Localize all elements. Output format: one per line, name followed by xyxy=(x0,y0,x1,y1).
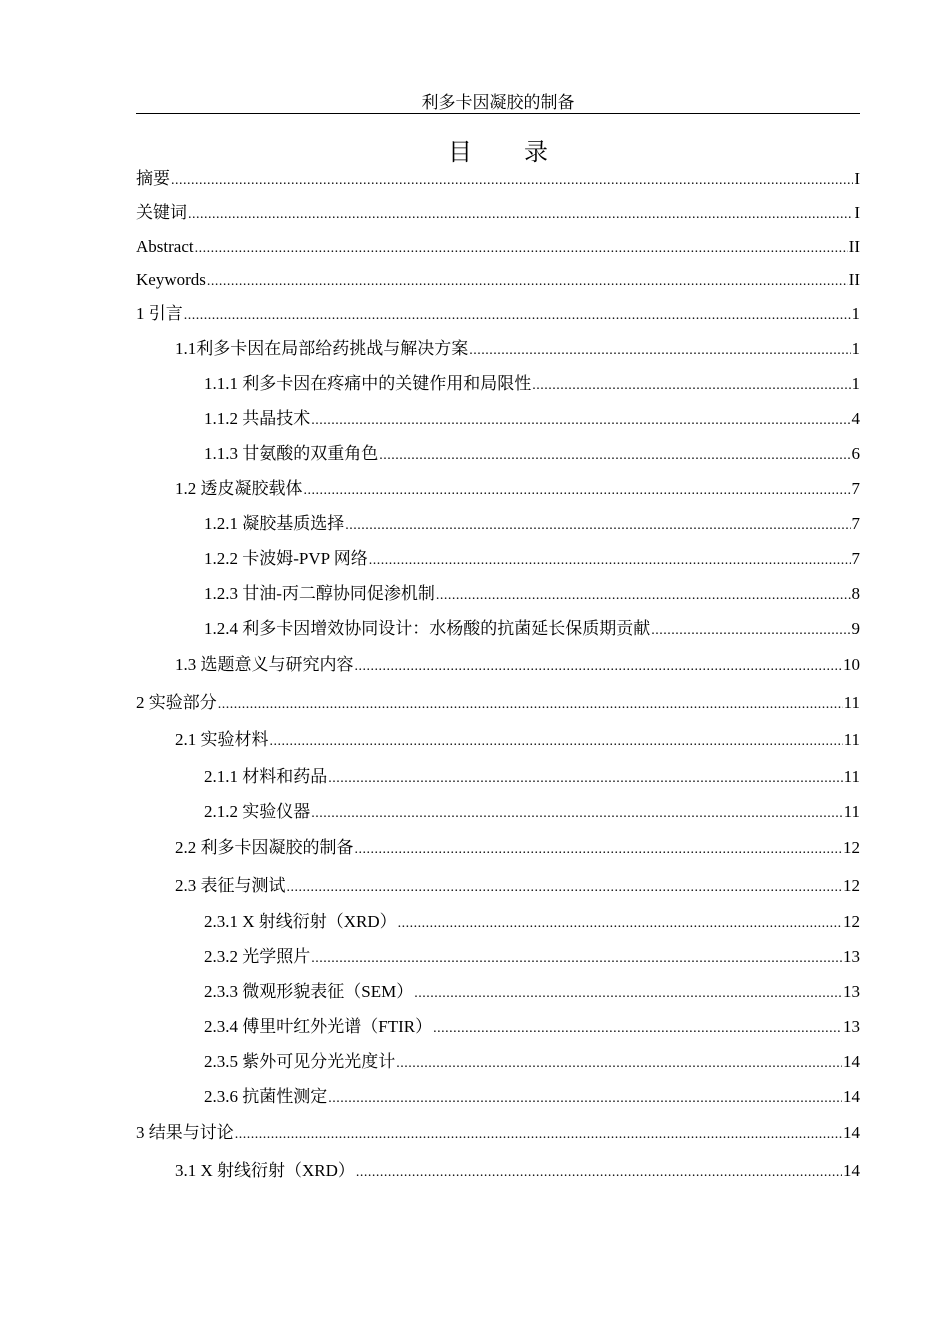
toc-entry-page: 1 xyxy=(851,374,860,393)
toc-entry-page: I xyxy=(854,169,860,188)
toc-dot-leader xyxy=(379,445,850,467)
toc-dot-leader xyxy=(345,515,850,537)
toc-dot-leader xyxy=(355,656,843,678)
toc-dot-leader xyxy=(311,948,842,970)
toc-entry-page: 11 xyxy=(843,802,860,821)
toc-entry-label: 2.3 表征与测试 xyxy=(175,876,286,895)
toc-entry[interactable] xyxy=(136,269,860,291)
toc-entry-page: 7 xyxy=(851,514,860,533)
toc-dot-leader xyxy=(356,1162,842,1184)
toc-entry[interactable] xyxy=(204,443,860,465)
toc-entry-label: 1.3 选题意义与研究内容 xyxy=(175,655,354,674)
toc-entry[interactable] xyxy=(136,692,860,714)
toc-dot-leader xyxy=(304,480,851,502)
toc-dot-leader xyxy=(207,271,848,293)
toc-entry-page: 4 xyxy=(851,409,860,428)
toc-entry-page: 13 xyxy=(843,947,860,966)
toc-dot-leader xyxy=(235,1124,842,1146)
toc-entry[interactable] xyxy=(136,202,860,224)
toc-entry[interactable] xyxy=(175,1160,860,1182)
toc-entry-page: 14 xyxy=(843,1087,860,1106)
toc-entry-page: 13 xyxy=(843,982,860,1001)
toc-dot-leader xyxy=(396,1053,842,1075)
toc-entry[interactable] xyxy=(204,1051,860,1073)
toc-entry-page: 9 xyxy=(851,619,860,638)
toc-entry-label: 1.2.4 利多卡因增效协同设计：水杨酸的抗菌延长保质期贡献 xyxy=(204,619,651,638)
toc-entry-label: 2.3.3 微观形貌表征（SEM） xyxy=(204,982,414,1001)
toc-entry-label: 2.1.1 材料和药品 xyxy=(204,767,328,786)
toc-entry[interactable] xyxy=(175,338,860,360)
toc-entry-page: 14 xyxy=(843,1123,860,1142)
toc-dot-leader xyxy=(532,375,850,397)
toc-entry[interactable] xyxy=(204,946,860,968)
toc-entry-page: 11 xyxy=(843,767,860,786)
toc-entry[interactable] xyxy=(204,981,860,1003)
toc-title-part1: 目 xyxy=(448,138,472,166)
toc-entry[interactable] xyxy=(136,168,860,190)
toc-entry-label: 1.2.2 卡波姆-PVP 网络 xyxy=(204,549,368,568)
toc-dot-leader xyxy=(369,550,851,572)
toc-entry-label: 1.1.1 利多卡因在疼痛中的关键作用和局限性 xyxy=(204,374,532,393)
toc-entry-label: 1 引言 xyxy=(136,304,183,323)
toc-entry-label: 1.2.3 甘油-丙二醇协同促渗机制 xyxy=(204,584,435,603)
toc-entry-label: 2.3.2 光学照片 xyxy=(204,947,311,966)
toc-entry-label: 2.3.6 抗菌性测定 xyxy=(204,1087,328,1106)
toc-entry[interactable] xyxy=(204,583,860,605)
toc-dot-leader xyxy=(184,305,851,327)
toc-entry[interactable] xyxy=(136,1122,860,1144)
toc-entry-page: 14 xyxy=(843,1161,860,1180)
toc-title-part2: 录 xyxy=(524,138,548,166)
toc-entry[interactable] xyxy=(204,373,860,395)
toc-entry-label: Abstract xyxy=(136,237,194,256)
toc-dot-leader xyxy=(436,585,851,607)
toc-dot-leader xyxy=(311,410,850,432)
toc-entry-label: 2.3.4 傅里叶红外光谱（FTIR） xyxy=(204,1017,433,1036)
toc-dot-leader xyxy=(469,340,850,362)
toc-entry[interactable] xyxy=(175,875,860,897)
toc-entry-page: 13 xyxy=(843,1017,860,1036)
toc-entry-page: 7 xyxy=(851,549,860,568)
toc-entry-page: 1 xyxy=(851,339,860,358)
toc-entry-label: 2.3.5 紫外可见分光光度计 xyxy=(204,1052,396,1071)
toc-entry[interactable] xyxy=(204,766,860,788)
toc-entry[interactable] xyxy=(204,911,860,933)
toc-dot-leader xyxy=(270,731,843,753)
toc-entry-label: Keywords xyxy=(136,270,206,289)
toc-entry-page: II xyxy=(848,270,860,289)
toc-entry-label: 2 实验部分 xyxy=(136,693,217,712)
toc-entry-page: 12 xyxy=(843,838,860,857)
toc-entry-label: 2.1 实验材料 xyxy=(175,730,269,749)
toc-entry-page: 12 xyxy=(843,912,860,931)
toc-entry-label: 1.1利多卡因在局部给药挑战与解决方案 xyxy=(175,339,469,358)
toc-entry-page: 1 xyxy=(851,304,860,323)
toc-entry[interactable] xyxy=(136,303,860,325)
toc-entry-page: 6 xyxy=(851,444,860,463)
toc-entry-page: 12 xyxy=(843,876,860,895)
toc-dot-leader xyxy=(171,170,853,192)
toc-entry-page: 8 xyxy=(851,584,860,603)
toc-dot-leader xyxy=(195,238,848,260)
toc-dot-leader xyxy=(651,620,850,642)
toc-dot-leader xyxy=(355,839,843,861)
toc-entry-label: 2.1.2 实验仪器 xyxy=(204,802,311,821)
toc-entry-label: 2.2 利多卡因凝胶的制备 xyxy=(175,838,354,857)
toc-dot-leader xyxy=(328,1088,842,1110)
toc-entry-page: 14 xyxy=(843,1052,860,1071)
toc-entry-label: 关键词 xyxy=(136,203,187,222)
toc-entry-label: 摘要 xyxy=(136,169,170,188)
toc-entry-page: 7 xyxy=(851,479,860,498)
toc-dot-leader xyxy=(414,983,842,1005)
toc-entry-page: 11 xyxy=(843,730,860,749)
toc-entry-page: 10 xyxy=(843,655,860,674)
toc-entry[interactable] xyxy=(175,837,860,859)
toc-entry[interactable] xyxy=(204,548,860,570)
toc-entry-label: 1.2 透皮凝胶载体 xyxy=(175,479,303,498)
toc-dot-leader xyxy=(328,768,842,790)
toc-entry[interactable] xyxy=(204,618,860,640)
toc-dot-leader xyxy=(433,1018,842,1040)
toc-entry-label: 2.3.1 X 射线衍射（XRD） xyxy=(204,912,397,931)
toc-dot-leader xyxy=(218,694,843,716)
toc-entry[interactable] xyxy=(204,513,860,535)
toc-entry-label: 3.1 X 射线衍射（XRD） xyxy=(175,1161,355,1180)
running-header-title: 利多卡因凝胶的制备 xyxy=(421,93,575,112)
toc-entry[interactable] xyxy=(204,1016,860,1038)
toc-entry[interactable] xyxy=(204,1086,860,1108)
toc-entry[interactable] xyxy=(204,408,860,430)
toc-dot-leader xyxy=(287,877,843,899)
toc-entry-label: 1.1.2 共晶技术 xyxy=(204,409,311,428)
toc-entry[interactable] xyxy=(204,801,860,823)
toc-entry-page: 11 xyxy=(843,693,860,712)
toc-entry[interactable] xyxy=(175,729,860,751)
toc-entry[interactable] xyxy=(175,478,860,500)
toc-dot-leader xyxy=(188,204,853,226)
toc-entry-page: II xyxy=(848,237,860,256)
toc-entry-page: I xyxy=(854,203,860,222)
toc-dot-leader xyxy=(398,913,842,935)
toc-dot-leader xyxy=(311,803,842,825)
toc-entry-label: 3 结果与讨论 xyxy=(136,1123,234,1142)
toc-entry[interactable] xyxy=(136,236,860,258)
toc-entry-label: 1.2.1 凝胶基质选择 xyxy=(204,514,345,533)
toc-entry-label: 1.1.3 甘氨酸的双重角色 xyxy=(204,444,379,463)
toc-entry[interactable] xyxy=(175,654,860,676)
